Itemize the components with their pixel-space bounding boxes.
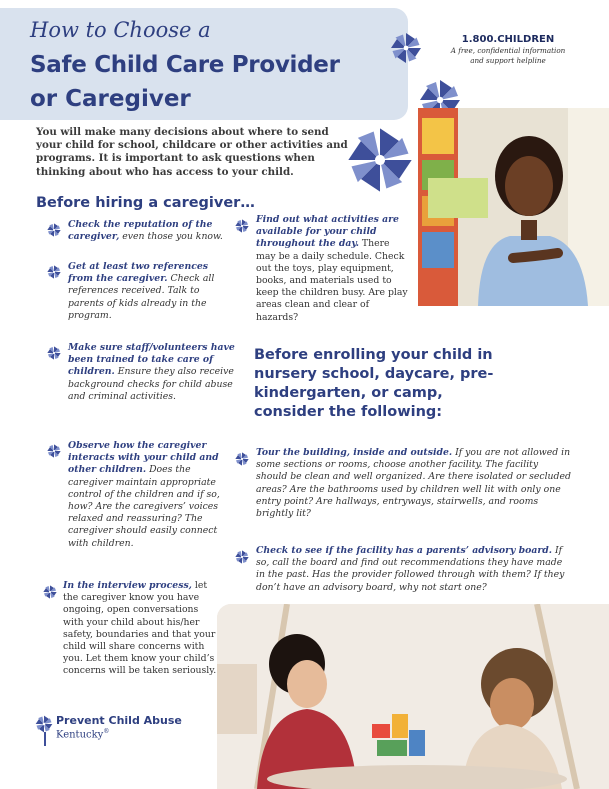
helpline-description-1: A free, confidential information xyxy=(450,46,566,55)
title-line-1: How to Choose a xyxy=(30,18,211,42)
list-item: Tour the building, inside and outside. If you are not allowed in some sections or rooms, choose another facility. The facility should be clean and well organized. Are there isolated or secluded areas? Are the bathrooms used by children well lit with only one entry point? Are hallways, entryways, stairwells, and rooms brightly lit? xyxy=(256,447,571,520)
logo-state: Kentucky® xyxy=(56,728,110,741)
title-line-3: or Caregiver xyxy=(30,86,191,112)
list-item: Make sure staff/volunteers have been trained to take care of children. Ensure they also receive background checks for child abuse and criminal activities. xyxy=(68,342,235,402)
pinwheel-icon xyxy=(46,345,62,361)
pinwheel-icon xyxy=(234,549,250,565)
list-item: Observe how the caregiver interacts with your child and other children. Does the caregiver maintain appropriate control of the children and if so, how? Are the caregivers’ voices relaxed and reassuring? The caregiver should easily connect with children. xyxy=(68,440,220,549)
pinwheel-stick xyxy=(43,732,47,746)
helpline xyxy=(448,34,568,65)
pinwheel-icon xyxy=(42,584,58,600)
teacher-photo xyxy=(418,108,609,306)
list-item: Get at least two references from the caregiver. Check all references received. Talk to parents of kids already in the program. xyxy=(68,261,215,321)
pinwheel-icon xyxy=(388,30,424,66)
logo-name: Prevent Child Abuse xyxy=(56,714,182,727)
children-playing-photo xyxy=(217,604,609,789)
pinwheel-icon xyxy=(342,122,418,198)
section-heading-before-enrolling: Before enrolling your child in nursery school, daycare, pre-kindergarten, or camp, consider the following: xyxy=(254,347,494,420)
helpline-description-2: and support helpline xyxy=(470,56,546,65)
list-item: In the interview process, let the caregiver know you have ongoing, open conversations with your child about his/her safety, boundaries and that your child will share concerns with you. Let them know your child’s concerns will be taken seriously. xyxy=(63,580,217,677)
helpline-number: 1.800.CHILDREN xyxy=(461,34,555,45)
pinwheel-icon xyxy=(46,264,62,280)
section-heading-before-hiring: Before hiring a caregiver… xyxy=(36,195,255,211)
intro-paragraph: You will make many decisions about where to send your child for school, childcare or other activities and programs. It is important to ask questions when thinking about who has access to your child. xyxy=(36,126,348,178)
pinwheel-icon xyxy=(234,451,250,467)
list-item: Check the reputation of the caregiver, even those you know. xyxy=(68,219,223,243)
title-line-2: Safe Child Care Provider xyxy=(30,52,340,78)
pinwheel-icon xyxy=(234,218,250,234)
pinwheel-icon xyxy=(46,443,62,459)
pinwheel-icon xyxy=(46,222,62,238)
list-item: Find out what activities are available for your child throughout the day. There may be a daily schedule. Check out the toys, play equipment, books, and materials used to keep the children busy. Are play areas clean and clear of hazards? xyxy=(256,214,408,323)
pinwheel-icon xyxy=(34,714,54,734)
list-item: Check to see if the facility has a parents’ advisory board. If so, call the board and find out recommendations they have made in the past. Has the provider followed through with them? If they don’t have an advisory board, why not start one? xyxy=(256,545,565,593)
